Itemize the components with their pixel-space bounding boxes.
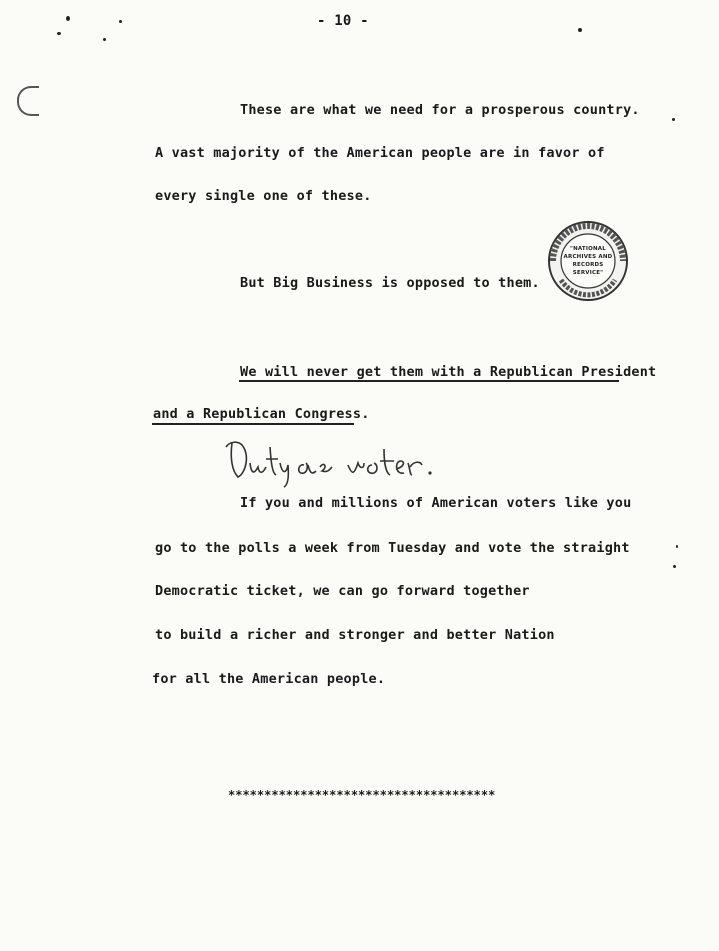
ink-speck (103, 38, 106, 41)
underline-mark (152, 423, 354, 425)
closing-asterisks: ************************************* (228, 788, 496, 802)
archives-stamp (547, 220, 629, 302)
stamp-text-line: "NATIONAL (570, 246, 606, 252)
ink-speck (672, 118, 675, 121)
stamp-text-line: ARCHIVES AND (563, 254, 613, 260)
paragraph-line: These are what we need for a prosperous country. (240, 102, 640, 118)
punch-hole-mark (17, 86, 39, 116)
stamp-text-line: SERVICE" (572, 270, 604, 276)
handwritten-note (224, 433, 459, 488)
ink-speck (673, 565, 676, 568)
paragraph-line: If you and millions of American voters like you (240, 495, 632, 511)
paragraph-line: go to the polls a week from Tuesday and vote the straight (155, 540, 630, 556)
ink-speck (676, 545, 678, 548)
stamp-text-line: RECORDS (572, 262, 604, 268)
page-number: - 10 - (317, 13, 369, 29)
paragraph-line: A vast majority of the American people are in favor of (155, 145, 605, 161)
ink-speck (57, 32, 61, 35)
paragraph-line: to build a richer and stronger and better Nation (155, 627, 555, 643)
paragraph-line: But Big Business is opposed to them. (240, 275, 540, 291)
underlined-paragraph-line: and a Republican Congress. (153, 406, 370, 422)
paragraph-line: Democratic ticket, we can go forward together (155, 583, 530, 599)
ink-speck (119, 20, 122, 23)
underline-mark (239, 380, 619, 382)
ink-speck (66, 16, 70, 21)
underlined-paragraph-line: We will never get them with a Republican President (240, 364, 657, 380)
paragraph-line: every single one of these. (155, 188, 372, 204)
ink-speck (578, 28, 582, 32)
paragraph-line: for all the American people. (152, 671, 386, 687)
